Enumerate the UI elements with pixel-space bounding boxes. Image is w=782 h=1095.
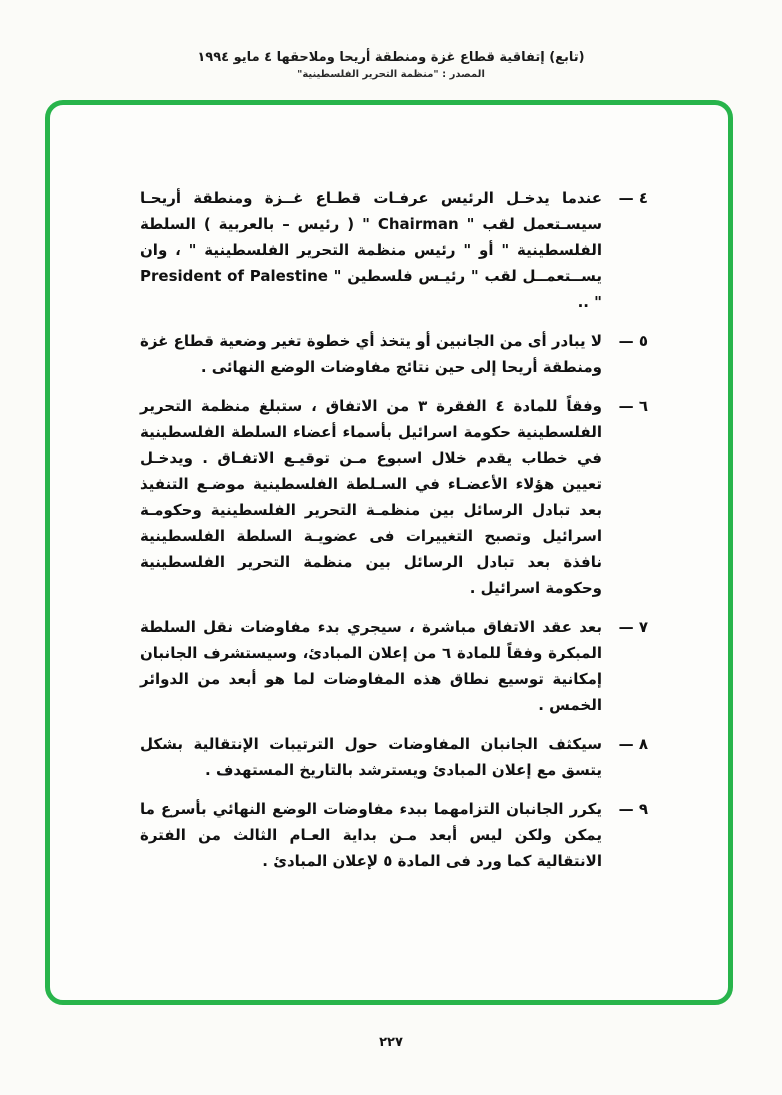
page-header: [0, 0, 782, 80]
paragraph-9-text: يكرر الجانبان التزامهما ببدء مفاوضات الوضع النهائي بأسرع ما يمكن ولكن ليس أبعد مـن بداية العـام الثالث من الفترة الانتقالية كما ورد فى المادة ٥ لإعلان المبادئ .: [140, 800, 602, 870]
paragraph-7: [140, 614, 648, 718]
paragraph-5-text: لا يبادر أى من الجانبين أو يتخذ أي خطوة تغير وضعية قطاع غزة ومنطقة أريحا إلى حين نتائج مفاوضات الوضع النهائى .: [140, 332, 602, 376]
page-number: ٢٢٧: [379, 1035, 403, 1050]
paragraph-6-text: وفقاً للمادة ٤ الفقرة ٣ من الاتفاق ، ستبلغ منظمة التحرير الفلسطينية حكومة اسرائيل بأسماء أعضاء السلطة الفلسطينية في خطاب يقدم خلال اسبوع مـن توقيـع الاتفـاق . ويدخـل تعيين هؤلاء الأعضـاء في السـلطة الفلسطينية موضـع التنفيذ بعد تبادل الرسائل بين منظمـة التحرير الفلسطينية وحكومـة اسرائيل وتصبح التغييرات فى عضويـة السلطة الفلسطينية نافذة بعد تبادل الرسائل بين منظمة التحرير الفلسطينية وحكومة اسرائيل .: [140, 397, 603, 597]
paragraph-9: [140, 796, 648, 874]
paragraph-9-number: ٩ —: [618, 800, 648, 818]
document-body: [50, 105, 728, 874]
header-source: المصدر : "منظمة التحرير الفلسطينية": [297, 69, 485, 80]
paragraph-4-text: عندما يدخـل الرئيس عرفـات قطـاع غــزة ومنطقة أريحـا سيسـتعمل لقب " Chairman " ( رئيس – بالعربية ) السلطة الفلسطينية " أو " رئيس منظمة التحرير الفلسطينية " ، وان يســتعمــل لقب " رئيـس فلسطين " President of Palestine " ..: [140, 189, 603, 311]
paragraph-7-number: ٧ —: [618, 618, 648, 636]
paragraph-8: [140, 731, 648, 783]
content-frame: [45, 100, 733, 1005]
paragraph-5-number: ٥ —: [618, 332, 648, 350]
paragraph-8-text: سيكثف الجانبان المفاوضات حول الترتيبات الإنتقالية بشكل يتسق مع إعلان المبادئ ويسترشد بالتاريخ المستهدف .: [140, 735, 602, 779]
paragraph-5: [140, 328, 648, 380]
paragraph-6: [140, 393, 648, 601]
page-footer: [0, 1035, 782, 1050]
header-title: (تابع) إتفاقية قطاع غزة ومنطقة أريحا وملاحقها ٤ مايو ١٩٩٤: [197, 50, 585, 65]
paragraph-7-text: بعد عقد الاتفاق مباشرة ، سيجري بدء مفاوضات نقل السلطة المبكرة وفقاً للمادة ٦ من إعلان المبادئ، وسيستشرف الجانبان إمكانية توسيع نطاق هذه المفاوضات لما هو أبعد من الدوائر الخمس .: [140, 618, 602, 714]
paragraph-8-number: ٨ —: [618, 735, 648, 753]
paragraph-6-number: ٦ —: [618, 397, 648, 415]
paragraph-4: [140, 185, 648, 315]
paragraph-4-number: ٤ —: [618, 189, 648, 207]
